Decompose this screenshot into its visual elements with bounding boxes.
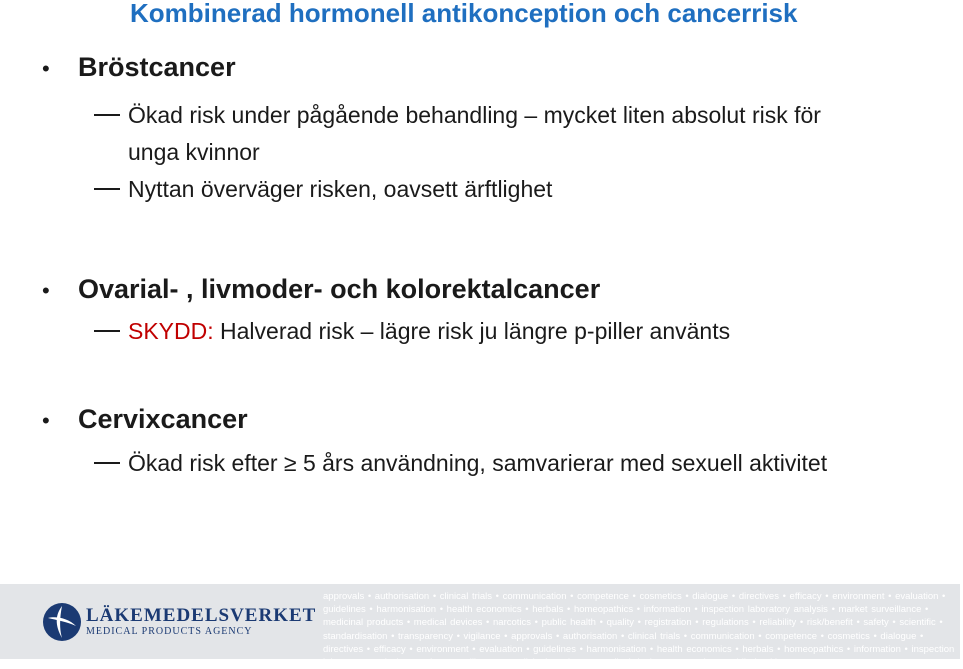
agency-logo-text [86, 606, 316, 638]
sub-item-text: Ökad risk under pågående behandling – mycket liten absolut risk för unga kvinnor [128, 102, 821, 165]
sub-item [40, 445, 920, 482]
section-ovarian-cancer [40, 274, 920, 350]
section-heading: Bröstcancer [78, 52, 236, 82]
bullet-dot-icon: • [42, 408, 50, 433]
footer-keywords: approvals • authorisation • clinical trials • communication • competence • cosmetics • dialogue • directives • efficacy • environment • evaluation • guidelines • harmonisation • health economics • herbals • homeopathics • information • inspection laboratory analysis • market surveillance • medicinal products • medical devices • narcotics • public health • quality • registration • regulations • reliability • risk/benefit • safety • scientific • standardisation • transparency • vigilance • approvals • authorisation • clinical trials • communication • competence • cosmetics • dialogue • directives • efficacy • environment • evaluation • guidelines • harmonisation • health economics • herbals • homeopathics • information • inspection laboratory analysis • market surveillance • medicinal products • medical devices • narcotics • public health [323, 591, 955, 669]
bullet-dot-icon: • [42, 56, 50, 81]
agency-logo-icon [42, 602, 82, 642]
sub-item-text: Ökad risk efter ≥ 5 års användning, samvarierar med sexuell aktivitet [128, 450, 828, 476]
section-heading: Cervixcancer [78, 404, 248, 434]
section-heading: Ovarial- , livmoder- och kolorektalcancer [78, 274, 601, 304]
protection-label: SKYDD: [128, 318, 214, 344]
sub-item [40, 313, 920, 350]
agency-subtitle: MEDICAL PRODUCTS AGENCY [86, 626, 253, 637]
sub-item-text: Nyttan överväger risken, oavsett ärftlighet [128, 176, 553, 202]
section-breast-cancer [40, 52, 920, 208]
dash-icon [94, 330, 120, 332]
bullet-dot-icon: • [42, 278, 50, 303]
footer-banner [0, 584, 960, 669]
sub-item-text [128, 313, 888, 350]
dash-icon [94, 114, 120, 116]
agency-name: LÄKEMEDELSVERKET [86, 605, 317, 626]
sub-item [40, 171, 920, 208]
slide-title: Kombinerad hormonell antikonception och cancerrisk [130, 0, 798, 28]
dash-icon [94, 188, 120, 190]
bullet-heading-row [40, 274, 920, 305]
section-cervical-cancer [40, 404, 920, 482]
sub-item-rest: Halverad risk – lägre risk ju längre p-piller använts [213, 318, 731, 344]
bullet-heading-row [40, 404, 920, 435]
dash-icon [94, 462, 120, 464]
bullet-heading-row [40, 52, 920, 83]
sub-item [40, 97, 920, 171]
